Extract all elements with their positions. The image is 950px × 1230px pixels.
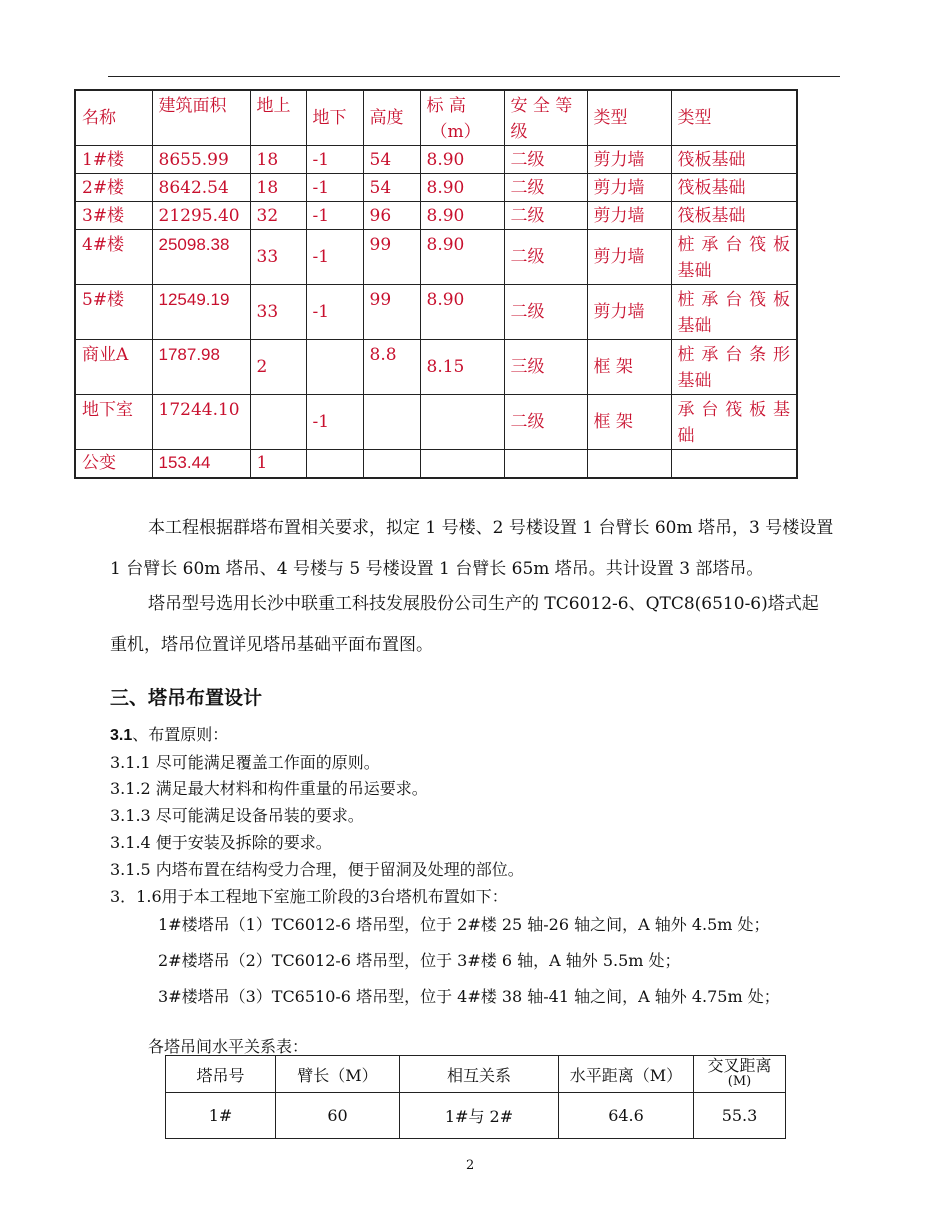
cell-height: 54 bbox=[363, 174, 420, 202]
header-elevation bbox=[420, 90, 504, 146]
paragraph-1-line-1: 本工程根据群塔布置相关要求，拟定 1 号楼、2 号楼设置 1 台臂长 60m 塔吊，3 号楼设置 bbox=[148, 518, 834, 538]
cell-below: -1 bbox=[306, 202, 363, 230]
cell-foundation: 筏板基础 bbox=[671, 146, 797, 174]
subsection-number: 3.1 bbox=[110, 727, 133, 744]
cell-foundation-line2: 基础 bbox=[677, 261, 712, 281]
list-item: 3.1.2 满足最大材料和构件重量的吊运要求。 bbox=[110, 779, 428, 798]
header-structure-type: 类型 bbox=[587, 90, 671, 146]
cell-safety: 二级 bbox=[504, 230, 587, 285]
cell-foundation bbox=[671, 450, 797, 478]
list-item: 3.1.5 内塔布置在结构受力合理，便于留洞及处理的部位。 bbox=[110, 860, 524, 879]
cell-foundation-line1: 承台筏板基 bbox=[677, 400, 790, 420]
cell-relation: 1#与 2# bbox=[400, 1093, 559, 1139]
cell-structure: 剪力墙 bbox=[587, 230, 671, 285]
list-item: 3.1.3 尽可能满足设备吊装的要求。 bbox=[110, 806, 364, 825]
list-item: 3.1.1 尽可能满足覆盖工作面的原则。 bbox=[110, 753, 380, 772]
cell-name: 公变 bbox=[75, 450, 152, 478]
header-above: 地上 bbox=[250, 90, 306, 146]
crane-position-1: 1#楼塔吊（1）TC6012-6 塔吊型，位于 2#楼 25 轴-26 轴之间，A 轴外 4.5m 处； bbox=[158, 915, 770, 934]
cell-area: 25098.38 bbox=[152, 230, 250, 285]
header-cross-distance bbox=[694, 1056, 786, 1093]
cell-elevation: 8.15 bbox=[420, 340, 504, 395]
cell-above: 18 bbox=[250, 146, 306, 174]
cell-below: -1 bbox=[306, 395, 363, 450]
cell-structure: 剪力墙 bbox=[587, 146, 671, 174]
cell-height: 96 bbox=[363, 202, 420, 230]
cell-foundation-line2: 础 bbox=[677, 426, 695, 446]
page-number: 2 bbox=[466, 1158, 475, 1173]
crane-position-2: 2#楼塔吊（2）TC6012-6 塔吊型，位于 3#楼 6 轴，A 轴外 5.5m 处； bbox=[158, 951, 681, 970]
header-arm-length: 臂长（M） bbox=[276, 1056, 400, 1093]
cell-horizontal-distance: 64.6 bbox=[559, 1093, 694, 1139]
cell-area: 12549.19 bbox=[152, 285, 250, 340]
cell-safety: 二级 bbox=[504, 395, 587, 450]
cell-above: 2 bbox=[250, 340, 306, 395]
table-row bbox=[75, 230, 797, 285]
header-cross-line1: 交叉距离 bbox=[707, 1056, 772, 1075]
cell-area: 21295.40 bbox=[152, 202, 250, 230]
header-relation: 相互关系 bbox=[400, 1056, 559, 1093]
table-row bbox=[75, 285, 797, 340]
table-row bbox=[75, 146, 797, 174]
table-row bbox=[75, 174, 797, 202]
building-table bbox=[74, 89, 798, 479]
cell-height: 8.8 bbox=[363, 340, 420, 395]
cell-name: 商业A bbox=[75, 340, 152, 395]
cell-structure: 剪力墙 bbox=[587, 285, 671, 340]
header-safety-line2: 级 bbox=[510, 122, 528, 142]
cell-below: -1 bbox=[306, 230, 363, 285]
crane-relation-table bbox=[165, 1055, 786, 1139]
table-row bbox=[75, 340, 797, 395]
crane-table-caption: 各塔吊间水平关系表： bbox=[148, 1037, 309, 1056]
header-name: 名称 bbox=[75, 90, 152, 146]
cell-name: 1#楼 bbox=[75, 146, 152, 174]
header-below: 地下 bbox=[306, 90, 363, 146]
header-rule bbox=[108, 76, 840, 77]
cell-foundation bbox=[671, 395, 797, 450]
cell-area: 17244.10 bbox=[152, 395, 250, 450]
cell-height: 54 bbox=[363, 146, 420, 174]
cell-area: 153.44 bbox=[152, 450, 250, 478]
cell-name: 地下室 bbox=[75, 395, 152, 450]
cell-foundation-line1: 桩承台筏板 bbox=[677, 235, 790, 255]
cell-elevation: 8.90 bbox=[420, 285, 504, 340]
cell-foundation bbox=[671, 230, 797, 285]
cell-below: -1 bbox=[306, 146, 363, 174]
table-row bbox=[166, 1093, 786, 1139]
cell-height: 99 bbox=[363, 285, 420, 340]
cell-elevation bbox=[420, 395, 504, 450]
cell-foundation-line1: 桩承台筏板 bbox=[677, 290, 790, 310]
cell-name: 4#楼 bbox=[75, 230, 152, 285]
subsection-title bbox=[110, 722, 228, 745]
cell-below bbox=[306, 450, 363, 478]
cell-above: 33 bbox=[250, 285, 306, 340]
cell-elevation bbox=[420, 450, 504, 478]
header-horizontal-distance: 水平距离（M） bbox=[559, 1056, 694, 1093]
cell-area: 8642.54 bbox=[152, 174, 250, 202]
table-row bbox=[75, 395, 797, 450]
cell-safety: 二级 bbox=[504, 202, 587, 230]
header-cross-line2: (M) bbox=[727, 1074, 752, 1089]
cell-cross-distance: 55.3 bbox=[694, 1093, 786, 1139]
paragraph-1-line-2: 1 台臂长 60m 塔吊、4 号楼与 5 号楼设置 1 台臂长 65m 塔吊。共计设置 3 部塔吊。 bbox=[110, 559, 764, 579]
cell-foundation bbox=[671, 285, 797, 340]
cell-height bbox=[363, 395, 420, 450]
subsection-label: 、布置原则： bbox=[132, 725, 229, 744]
cell-below: -1 bbox=[306, 285, 363, 340]
cell-area: 1787.98 bbox=[152, 340, 250, 395]
paragraph-2-line-2: 重机，塔吊位置详见塔吊基础平面布置图。 bbox=[110, 635, 433, 655]
cell-elevation: 8.90 bbox=[420, 230, 504, 285]
cell-structure bbox=[587, 450, 671, 478]
paragraph-2-line-1: 塔吊型号选用长沙中联重工科技发展股份公司生产的 TC6012-6、QTC8(6510-6)塔式起 bbox=[148, 594, 819, 614]
header-crane-id: 塔吊号 bbox=[166, 1056, 276, 1093]
table-row bbox=[75, 450, 797, 478]
table-header-row bbox=[75, 90, 797, 146]
list-item: 3．1.6用于本工程地下室施工阶段的3台塔机布置如下： bbox=[110, 887, 508, 906]
cell-above: 1 bbox=[250, 450, 306, 478]
cell-height bbox=[363, 450, 420, 478]
cell-structure: 剪力墙 bbox=[587, 174, 671, 202]
cell-above: 18 bbox=[250, 174, 306, 202]
cell-above: 32 bbox=[250, 202, 306, 230]
cell-above: 33 bbox=[250, 230, 306, 285]
cell-structure: 剪力墙 bbox=[587, 202, 671, 230]
cell-below: -1 bbox=[306, 174, 363, 202]
crane-table-header-row bbox=[166, 1056, 786, 1093]
cell-height: 99 bbox=[363, 230, 420, 285]
cell-crane-id: 1# bbox=[166, 1093, 276, 1139]
cell-safety: 二级 bbox=[504, 285, 587, 340]
header-safety-line1: 安 全 等 bbox=[510, 96, 573, 116]
cell-name: 3#楼 bbox=[75, 202, 152, 230]
cell-elevation: 8.90 bbox=[420, 146, 504, 174]
cell-foundation bbox=[671, 340, 797, 395]
cell-foundation: 筏板基础 bbox=[671, 174, 797, 202]
header-elevation-line2: （m） bbox=[430, 122, 481, 142]
header-height: 高度 bbox=[363, 90, 420, 146]
cell-foundation-line2: 基础 bbox=[677, 371, 712, 391]
cell-structure: 框 架 bbox=[587, 340, 671, 395]
list-item: 3.1.4 便于安装及拆除的要求。 bbox=[110, 833, 332, 852]
header-area: 建筑面积 bbox=[152, 90, 250, 146]
section-heading: 三、塔吊布置设计 bbox=[110, 687, 263, 709]
table-row bbox=[75, 202, 797, 230]
cell-safety: 二级 bbox=[504, 146, 587, 174]
cell-area: 8655.99 bbox=[152, 146, 250, 174]
cell-arm-length: 60 bbox=[276, 1093, 400, 1139]
cell-safety bbox=[504, 450, 587, 478]
cell-structure: 框 架 bbox=[587, 395, 671, 450]
cell-elevation: 8.90 bbox=[420, 202, 504, 230]
cell-foundation-line2: 基础 bbox=[677, 316, 712, 336]
header-foundation-type: 类型 bbox=[671, 90, 797, 146]
cell-above bbox=[250, 395, 306, 450]
header-safety bbox=[504, 90, 587, 146]
cell-name: 5#楼 bbox=[75, 285, 152, 340]
cell-foundation-line1: 桩承台条形 bbox=[677, 345, 790, 365]
cell-below bbox=[306, 340, 363, 395]
cell-name: 2#楼 bbox=[75, 174, 152, 202]
crane-position-3: 3#楼塔吊（3）TC6510-6 塔吊型，位于 4#楼 38 轴-41 轴之间，A 轴外 4.75m 处； bbox=[158, 987, 780, 1006]
header-elevation-line1: 标 高 bbox=[426, 96, 466, 116]
cell-foundation: 筏板基础 bbox=[671, 202, 797, 230]
cell-safety: 二级 bbox=[504, 174, 587, 202]
cell-elevation: 8.90 bbox=[420, 174, 504, 202]
cell-safety: 三级 bbox=[504, 340, 587, 395]
